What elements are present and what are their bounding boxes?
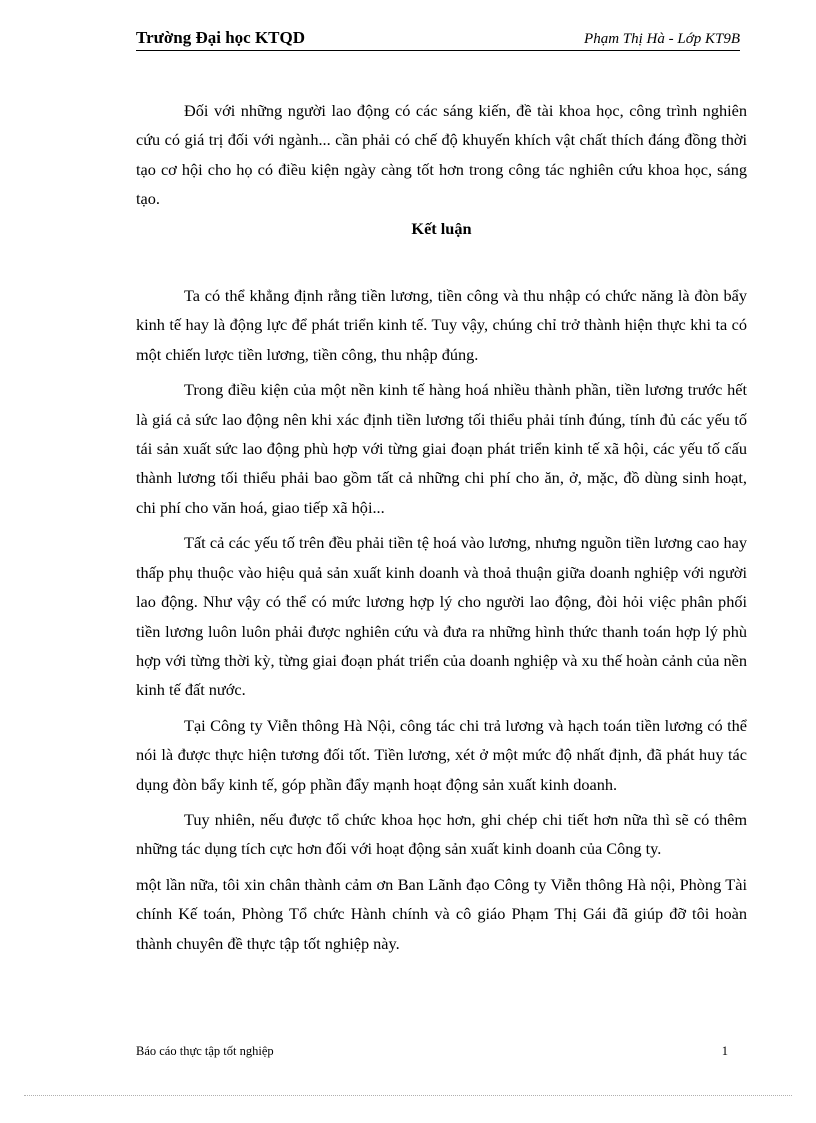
page-header <box>136 28 740 51</box>
section-title: Kết luận <box>411 218 472 238</box>
page-bottom-divider <box>24 1095 792 1096</box>
paragraph: Tất cả các yếu tố trên đều phải tiền tệ hoá vào lương, nhưng nguồn tiền lương cao hay thấp phụ thuộc vào hiệu quả sản xuất kinh doanh và thoả thuận giữa doanh nghiệp với người lao động. Như vậy có thể có mức lương hợp lý cho người lao động, đòi hỏi việc phân phối tiền lương luôn luôn phải được nghiên cứu và đưa ra những hình thức thanh toán hợp lý phù hợp với từng thời kỳ, từng giai đoạn phát triển của doanh nghiệp và xu thế hoàn cảnh của nền kinh tế đất nước. <box>136 533 747 700</box>
paragraph: Trong điều kiện của một nền kinh tế hàng hoá nhiều thành phần, tiền lương trước hết là giá cả sức lao động nên khi xác định tiền lương tối thiểu phải tính đúng, tính đủ các yếu tố tái sản xuất sức lao động phù hợp với từng giai đoạn phát triển kinh tế xã hội, các yếu tố cấu thành lương tối thiểu phải bao gồm tất cả những chi phí cho ăn, ở, mặc, đồ dùng sinh hoạt, chi phí cho văn hoá, giao tiếp xã hội... <box>136 380 747 517</box>
paragraph: Ta có thể khẳng định rằng tiền lương, tiền công và thu nhập có chức năng là đòn bẩy kinh tế hay là động lực để phát triển kinh tế. Tuy vậy, chúng chỉ trở thành hiện thực khi ta có một chiến lược tiền lương, tiền công, thu nhập đúng. <box>136 286 747 364</box>
author-class: Phạm Thị Hà - Lớp KT9B <box>584 31 740 47</box>
paragraph: Tuy nhiên, nếu được tổ chức khoa học hơn, ghi chép chi tiết hơn nữa thì sẽ có thêm những tác dụng tích cực hơn đối với hoạt động sản xuất kinh doanh của Công ty. <box>136 809 747 859</box>
document-body <box>136 96 747 958</box>
footer-label: Báo cáo thực tập tốt nghiệp <box>136 1044 274 1058</box>
intro-paragraph: Đối với những người lao động có các sáng kiến, đề tài khoa học, công trình nghiên cứu có giá trị đối với ngành... cần phải có chế độ khuyến khích vật chất thích đáng đồng thời tạo cơ hội cho họ có điều kiện ngày càng tốt hơn trong công tác nghiên cứu khoa học, sáng tạo. <box>136 101 747 209</box>
paragraph: Tại Công ty Viễn thông Hà Nội, công tác chi trả lương và hạch toán tiền lương có thể nói là được thực hiện tương đối tốt. Tiền lương, xét ở một mức độ nhất định, đã phát huy tác dụng đòn bẩy kinh tế, góp phần đẩy mạnh hoạt động sản xuất kinh doanh. <box>136 715 747 794</box>
school-name: Trường Đại học KTQD <box>136 28 306 47</box>
page-number: 1 <box>721 1044 728 1058</box>
closing-paragraph: một lần nữa, tôi xin chân thành cảm ơn Ban Lãnh đạo Công ty Viễn thông Hà nội, Phòng Tài chính Kế toán, Phòng Tổ chức Hành chính và cô giáo Phạm Thị Gái đã giúp đỡ tôi hoàn thành chuyên đề thực tập tốt nghiệp này. <box>136 874 747 953</box>
